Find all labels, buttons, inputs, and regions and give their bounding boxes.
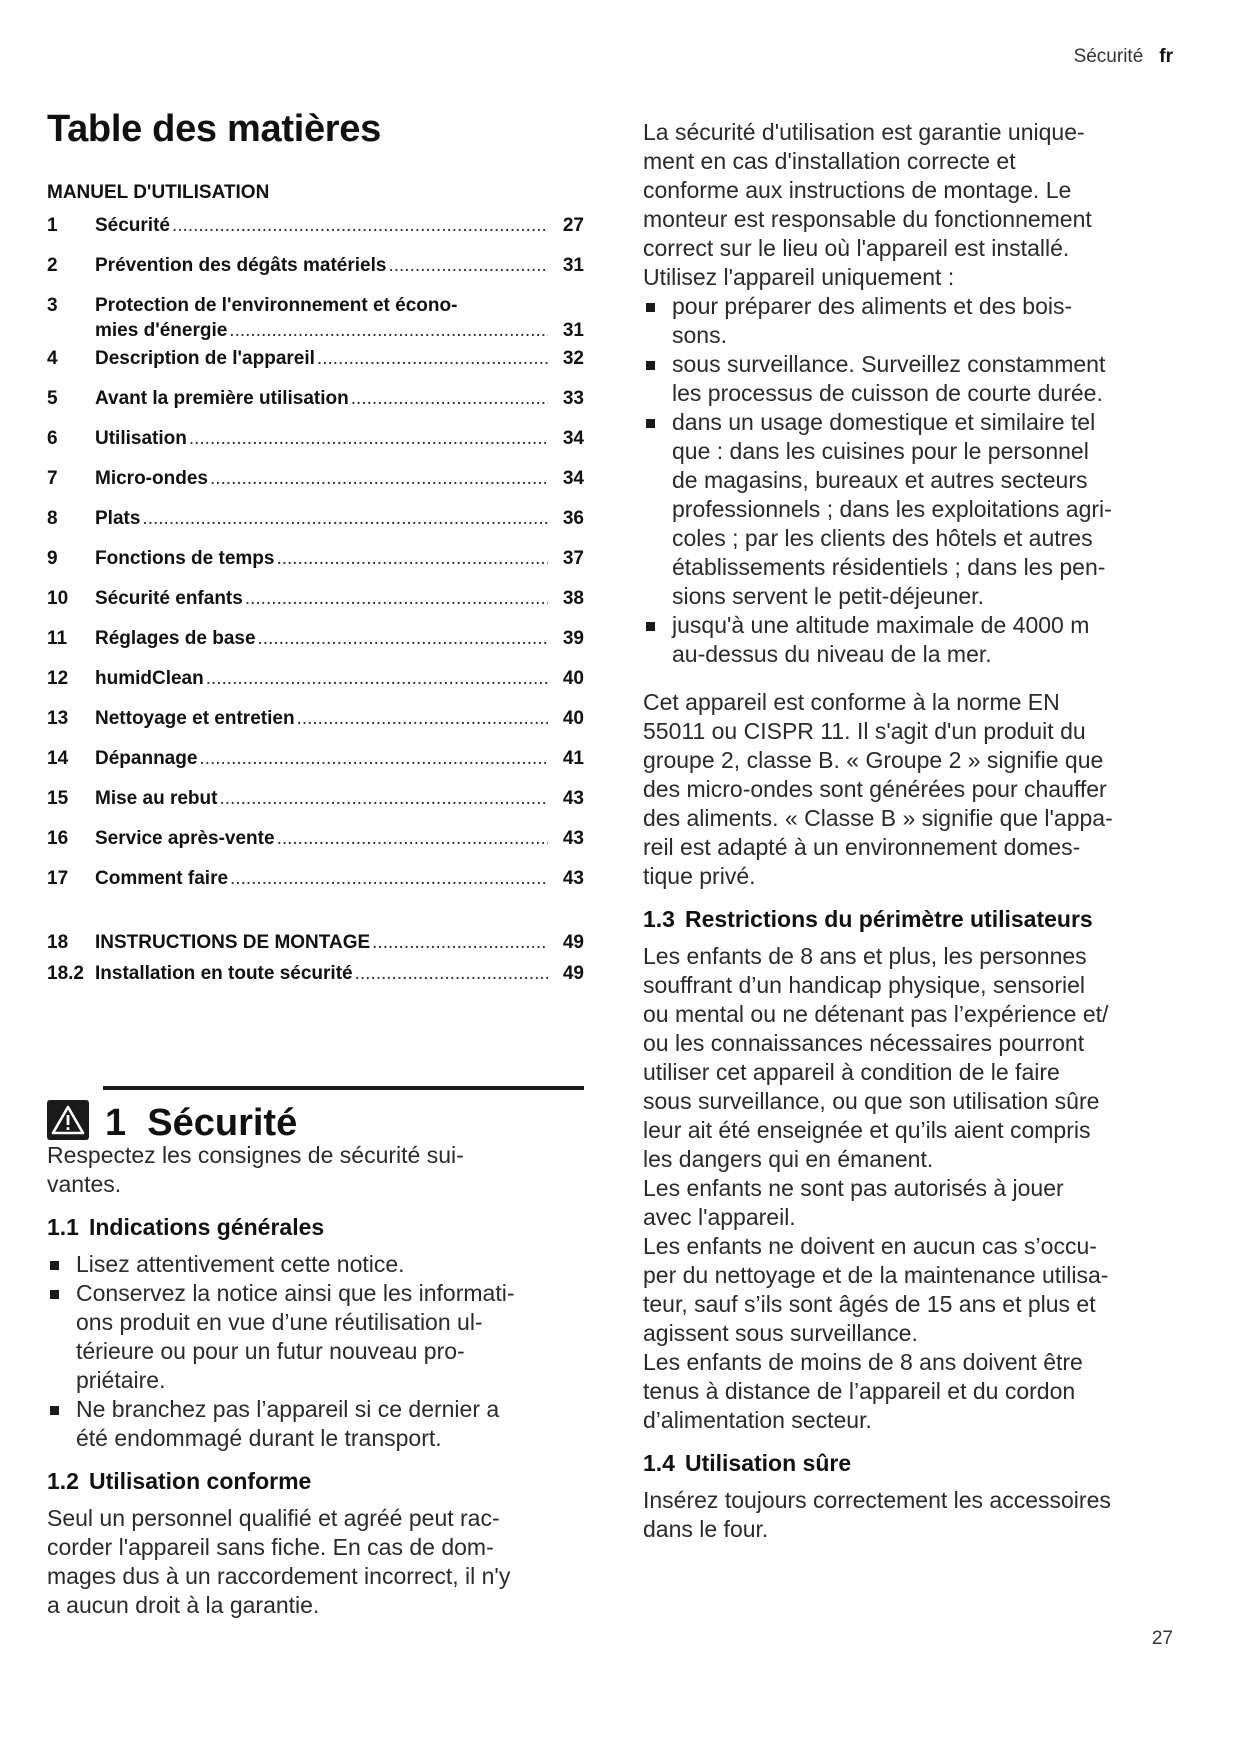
toc-entry-body (95, 746, 584, 771)
toc-leader-dots (317, 346, 548, 371)
toc-leader-dots (297, 706, 548, 731)
toc-leader-dots (210, 466, 548, 491)
toc-entry-title: Dépannage (95, 748, 198, 769)
toc-entry-title: humidClean (95, 668, 204, 689)
toc-entry-number: 13 (47, 708, 69, 729)
toc-leader-dots (351, 386, 548, 411)
toc-leader-dots (277, 826, 548, 851)
toc-entry-number: 2 (47, 255, 58, 276)
list-item: dans un usage domestique et similaire tel que : dans les cuisines pour le personnel de magasins, bureaux et autres secteurs professionnels ; dans les exploitations agri- coles ; par les clients des hôtels et autres établissements résidentiels ; dans les pen- sions servent le petit-déjeuner. (643, 408, 1183, 611)
toc-entry-body (95, 346, 584, 371)
toc-leader-dots (388, 253, 548, 278)
toc-entry-page: 38 (562, 588, 584, 609)
toc-entry-page: 43 (562, 788, 584, 809)
subsection-title: Indications générales (88, 1214, 325, 1240)
toc-entry-body (95, 626, 584, 651)
toc-entry-number: 10 (47, 588, 69, 609)
toc-entry-page: 32 (562, 348, 584, 369)
toc-leader-dots (172, 213, 548, 238)
toc-entry-title: Mise au rebut (95, 788, 218, 809)
toc-title: Table des matières (47, 108, 381, 150)
toc-entry-number: 16 (47, 828, 69, 849)
toc-entry-page: 37 (562, 548, 584, 569)
right-column (643, 118, 1183, 1544)
subsection-title: Utilisation sûre (684, 1450, 852, 1476)
toc-entry-body (95, 786, 584, 811)
toc-entry-body (95, 466, 584, 491)
toc-entry-line (95, 666, 584, 691)
toc-entry-body (95, 826, 584, 851)
subsection-1-2-heading (47, 1467, 584, 1496)
toc-entry-line (95, 866, 584, 891)
toc-entry-line (95, 930, 584, 955)
toc-entry-body (95, 930, 584, 955)
toc-entry-line (95, 293, 584, 318)
subsection-title: Utilisation conforme (88, 1468, 312, 1494)
toc-entry-title: Protection de l'environnement et écono- (95, 295, 458, 316)
toc-entry-title: Sécurité enfants (95, 588, 243, 609)
header-language: fr (1159, 46, 1173, 67)
toc-entry-page: 41 (562, 748, 584, 769)
toc-entry-line (95, 626, 584, 651)
toc-entry-page: 31 (562, 320, 584, 341)
toc-entry-body (95, 426, 584, 451)
toc-entry-title: Description de l'appareil (95, 348, 315, 369)
toc-entry-number: 18 (47, 932, 69, 953)
toc-leader-dots (189, 426, 548, 451)
warning-triangle-icon (47, 1100, 89, 1140)
list-item: Conservez la notice ainsi que les informati- ons produit en vue d’une réutilisation ul- térieure ou pour un futur nouveau pro- priétaire. (47, 1279, 584, 1395)
toc-entry-page: 31 (562, 255, 584, 276)
toc-leader-dots (142, 506, 548, 531)
toc-leader-dots (219, 786, 548, 811)
toc-entry-line (95, 318, 584, 343)
toc-leader-dots (355, 961, 548, 986)
toc-entry-page: 49 (562, 932, 584, 953)
toc-entry-line (95, 466, 584, 491)
toc-entry-title: Avant la première utilisation (95, 388, 349, 409)
toc-entry-line (95, 746, 584, 771)
toc-entry-number: 5 (47, 388, 58, 409)
toc-entry-body (95, 293, 584, 343)
paragraph: Cet appareil est conforme à la norme EN 55011 ou CISPR 11. Il s'agit d'un produit du groupe 2, classe B. « Groupe 2 » signifie que des micro-ondes sont générées pour chauffer des aliments. « Classe B » signifie que l'appa- reil est adapté à un environnement domes- tique privé. (643, 689, 1113, 889)
toc-entry-number: 9 (47, 548, 58, 569)
subsection-1-4-heading (643, 1449, 1183, 1478)
toc-entry-body (95, 706, 584, 731)
toc-entry-title: Installation en toute sécurité (95, 963, 353, 984)
toc-leader-dots (258, 626, 548, 651)
subsection-number: 1.4 (643, 1450, 675, 1476)
toc-entry-line (95, 253, 584, 278)
toc-entry-line (95, 586, 584, 611)
toc-entry-title: Nettoyage et entretien (95, 708, 295, 729)
toc-entry-title: Utilisation (95, 428, 187, 449)
intended-use-list (643, 292, 1183, 669)
paragraph: La sécurité d'utilisation est garantie unique- ment en cas d'installation correcte et conforme aux instructions de montage. Le monteur est responsable du fonctionnement correct sur le lieu où l'appareil est installé. (643, 119, 1092, 261)
toc-entry-line (95, 546, 584, 571)
toc-leader-dots (230, 866, 548, 891)
toc-entry-number: 11 (47, 628, 68, 649)
toc-entry-number: 14 (47, 748, 69, 769)
toc-entry-number: 12 (47, 668, 69, 689)
toc-entry-title: Prévention des dégâts matériels (95, 255, 387, 276)
toc-entry-line (95, 386, 584, 411)
list-item: sous surveillance. Surveillez constamment les processus de cuisson de courte durée. (643, 350, 1183, 408)
toc-entry-title: INSTRUCTIONS DE MONTAGE (95, 932, 371, 953)
section-heading (47, 1086, 584, 1148)
list-item: Lisez attentivement cette notice. (47, 1250, 584, 1279)
paragraph: Utilisez l'appareil uniquement : (643, 264, 955, 290)
subsection-number: 1.1 (47, 1214, 79, 1240)
toc-entry-page: 33 (562, 388, 584, 409)
section-intro: Respectez les consignes de sécurité sui- vantes. (47, 1142, 464, 1197)
section-body-left (47, 1141, 584, 1620)
subsection-1-1-heading (47, 1213, 584, 1242)
header-section: Sécurité (1073, 46, 1144, 67)
toc-entry-body (95, 866, 584, 891)
toc-entry-line (95, 706, 584, 731)
toc-entry-number: 15 (47, 788, 69, 809)
toc-leader-dots (206, 666, 548, 691)
toc-entry-line (95, 786, 584, 811)
paragraph: Les enfants de 8 ans et plus, les personnes souffrant d’un handicap physique, sensoriel ou mental ou ne détenant pas l’expérience et/ ou les connaissances nécessaires pourront utiliser cet appareil à condition de le faire sous surveillance, ou que son utilisation sûre leur ait été enseignée et qu’ils aient compris les dangers qui en émanent. Les enfants ne sont pas autorisés à jouer avec l'appareil. Les enfants ne doivent en aucun cas s’occu- per du nettoyage et de la maintenance utilisa- teur, sauf s’ils sont âgés de 15 ans et plus et agissent sous surveillance. Les enfants de moins de 8 ans doivent être tenus à distance de l’appareil et du cordon d’alimentation secteur. (643, 943, 1109, 1433)
toc-entry-title: Plats (95, 508, 141, 529)
toc-leader-dots (276, 546, 548, 571)
toc-entry-title: Micro-ondes (95, 468, 208, 489)
toc-entry-page: 34 (562, 428, 584, 449)
section-title (105, 1100, 297, 1146)
toc-entry-number: 1 (47, 215, 58, 236)
toc-leader-dots (372, 930, 548, 955)
toc-entry-page: 43 (562, 868, 584, 889)
subsection-title: Restrictions du périmètre utilisateurs (684, 906, 1093, 932)
toc-entry-page: 34 (562, 468, 584, 489)
toc-entry-title: Service après-vente (95, 828, 275, 849)
toc-entry-page: 49 (562, 963, 584, 984)
section-number: 1 (105, 1102, 127, 1144)
toc-entry-body (95, 506, 584, 531)
toc-entry-number: 3 (47, 295, 58, 316)
toc-entry-line (95, 213, 584, 238)
toc-entry-body (95, 213, 584, 238)
paragraph: Insérez toujours correctement les accessoires dans le four. (643, 1487, 1111, 1542)
toc-entry-number: 18.2 (47, 963, 84, 984)
page-number: 27 (1151, 1628, 1173, 1649)
toc-entry-number: 8 (47, 508, 58, 529)
toc-leader-dots (199, 746, 548, 771)
toc-entry-page: 36 (562, 508, 584, 529)
toc-entry-line (95, 961, 584, 986)
section-title-text: Sécurité (147, 1102, 298, 1144)
toc-entry-line (95, 826, 584, 851)
section-rule (103, 1086, 584, 1090)
toc-entry-body (95, 666, 584, 691)
toc-entry-number: 4 (47, 348, 58, 369)
toc-entry-body (95, 386, 584, 411)
left-column (47, 106, 584, 1618)
toc-entry-line (95, 346, 584, 371)
toc-entry-page: 43 (562, 828, 584, 849)
toc-entry-title: Sécurité (95, 215, 170, 236)
toc-entry-body (95, 586, 584, 611)
toc-entry-title: Fonctions de temps (95, 548, 275, 569)
toc-entry-body (95, 253, 584, 278)
toc-entry-number: 7 (47, 468, 58, 489)
toc-entry-number: 6 (47, 428, 58, 449)
subsection-1-3-heading (643, 905, 1183, 934)
list-item: jusqu'à une altitude maximale de 4000 m au-dessus du niveau de la mer. (643, 611, 1183, 669)
toc-entry-body (95, 961, 584, 986)
toc-entry-title: Réglages de base (95, 628, 256, 649)
toc-entry-title: mies d'énergie (95, 320, 228, 341)
list-item: pour préparer des aliments et des bois- sons. (643, 292, 1183, 350)
list-item: Ne branchez pas l’appareil si ce dernier a été endommagé durant le transport. (47, 1395, 584, 1453)
toc-entry-body (95, 546, 584, 571)
toc-subtitle: MANUEL D'UTILISATION (47, 182, 270, 203)
running-header (1074, 46, 1173, 68)
toc-entry-line (95, 426, 584, 451)
paragraph: Seul un personnel qualifié et agréé peut rac- corder l'appareil sans fiche. En cas de dom- mages dus à un raccordement incorrect, il n'y a aucun droit à la garantie. (47, 1505, 511, 1618)
toc-leader-dots (229, 318, 548, 343)
toc-leader-dots (245, 586, 548, 611)
toc-entry-page: 27 (562, 215, 584, 236)
subsection-number: 1.2 (47, 1468, 79, 1494)
toc-entry-page: 40 (562, 708, 584, 729)
toc-entry-page: 40 (562, 668, 584, 689)
toc-entry-line (95, 506, 584, 531)
toc-entry-title: Comment faire (95, 868, 229, 889)
general-indications-list (47, 1250, 584, 1453)
toc-entry-page: 39 (562, 628, 584, 649)
toc-entry-number: 17 (47, 868, 69, 889)
subsection-number: 1.3 (643, 906, 675, 932)
